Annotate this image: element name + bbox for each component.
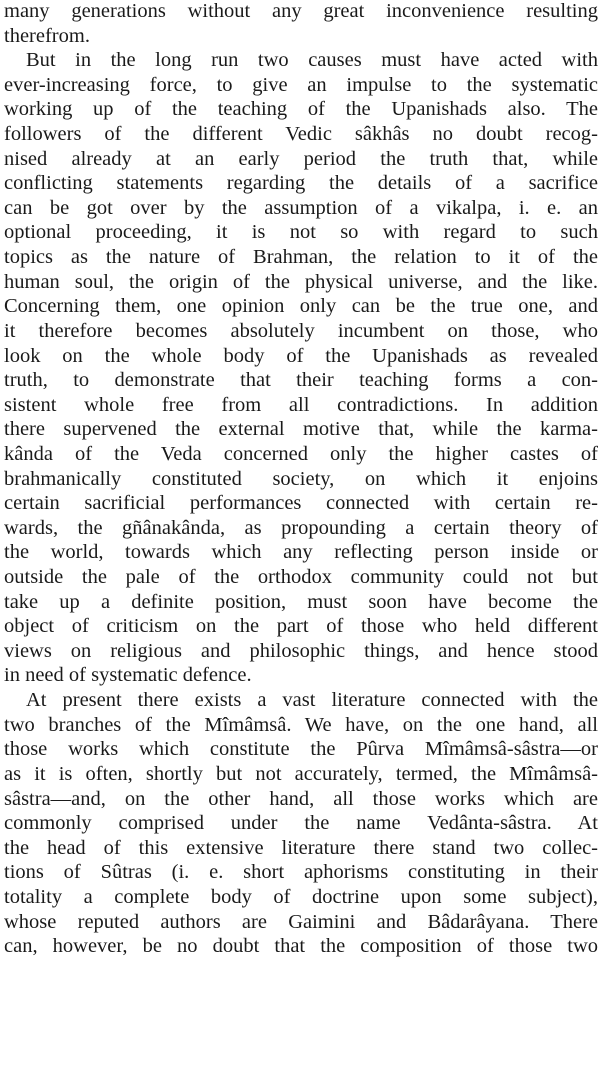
text-line: look on the whole body of the Upanishads as revealed — [4, 344, 598, 367]
text-line: the head of this extensive literature there stand two collec- — [4, 836, 598, 859]
text-line: those works which constitute the Pûrva Mîmâmsâ-sâstra—or — [4, 738, 598, 761]
text-line: certain sacrificial performances connected with certain re- — [4, 492, 598, 515]
text-line: commonly comprised under the name Vedânta-sâstra. At — [4, 812, 598, 835]
text-line: totality a complete body of doctrine upon some subject), — [4, 885, 598, 908]
text-line: Concerning them, one opinion only can be the true one, and — [4, 295, 598, 318]
text-line: ever-increasing force, to give an impulse to the systematic — [4, 73, 598, 96]
text-line: it therefore becomes absolutely incumbent on those, who — [4, 319, 598, 342]
text-line: tions of Sûtras (i. e. short aphorisms constituting in their — [4, 861, 598, 884]
document-page — [4, 0, 598, 959]
text-line: whose reputed authors are Gaimini and Bâdarâyana. There — [4, 910, 598, 933]
text-line: followers of the different Vedic sâkhâs no doubt recog- — [4, 123, 598, 146]
text-line: human soul, the origin of the physical universe, and the like. — [4, 270, 598, 293]
text-line: object of criticism on the part of those who held different — [4, 615, 598, 638]
text-line: optional proceeding, it is not so with regard to such — [4, 221, 598, 244]
text-line: therefrom. — [4, 24, 90, 47]
text-line: brahmanically constituted society, on which it enjoins — [4, 467, 598, 490]
text-line: as it is often, shortly but not accurately, termed, the Mîmâmsâ- — [4, 762, 598, 785]
text-line: can, however, be no doubt that the composition of those two — [4, 935, 598, 958]
text-line: nised already at an early period the truth that, while — [4, 147, 598, 170]
text-line: two branches of the Mîmâmsâ. We have, on the one hand, all — [4, 713, 598, 736]
text-line: the world, towards which any reflecting person inside or — [4, 541, 598, 564]
text-line: kânda of the Veda concerned only the higher castes of — [4, 442, 598, 465]
text-line: there supervened the external motive that, while the karma- — [4, 418, 598, 441]
text-line: truth, to demonstrate that their teaching forms a con- — [4, 369, 598, 392]
text-line: many generations without any great inconvenience resulting — [4, 0, 598, 22]
text-line: conflicting statements regarding the details of a sacrifice — [4, 172, 598, 195]
text-line: At present there exists a vast literature connected with the — [26, 689, 598, 712]
text-line: outside the pale of the orthodox community could not but — [4, 566, 598, 589]
text-line: wards, the gñânakânda, as propounding a certain theory of — [4, 516, 598, 539]
text-line: in need of systematic defence. — [4, 664, 252, 687]
text-line: working up of the teaching of the Upanishads also. The — [4, 98, 598, 121]
text-line: But in the long run two causes must have acted with — [26, 49, 598, 72]
text-line: take up a definite position, must soon have become the — [4, 590, 598, 613]
text-line: sâstra—and, on the other hand, all those works which are — [4, 787, 598, 810]
text-line: topics as the nature of Brahman, the relation to it of the — [4, 246, 598, 269]
text-line: can be got over by the assumption of a vikalpa, i. e. an — [4, 196, 598, 219]
text-line: views on religious and philosophic things, and hence stood — [4, 639, 598, 662]
text-line: sistent whole free from all contradictions. In addition — [4, 393, 598, 416]
